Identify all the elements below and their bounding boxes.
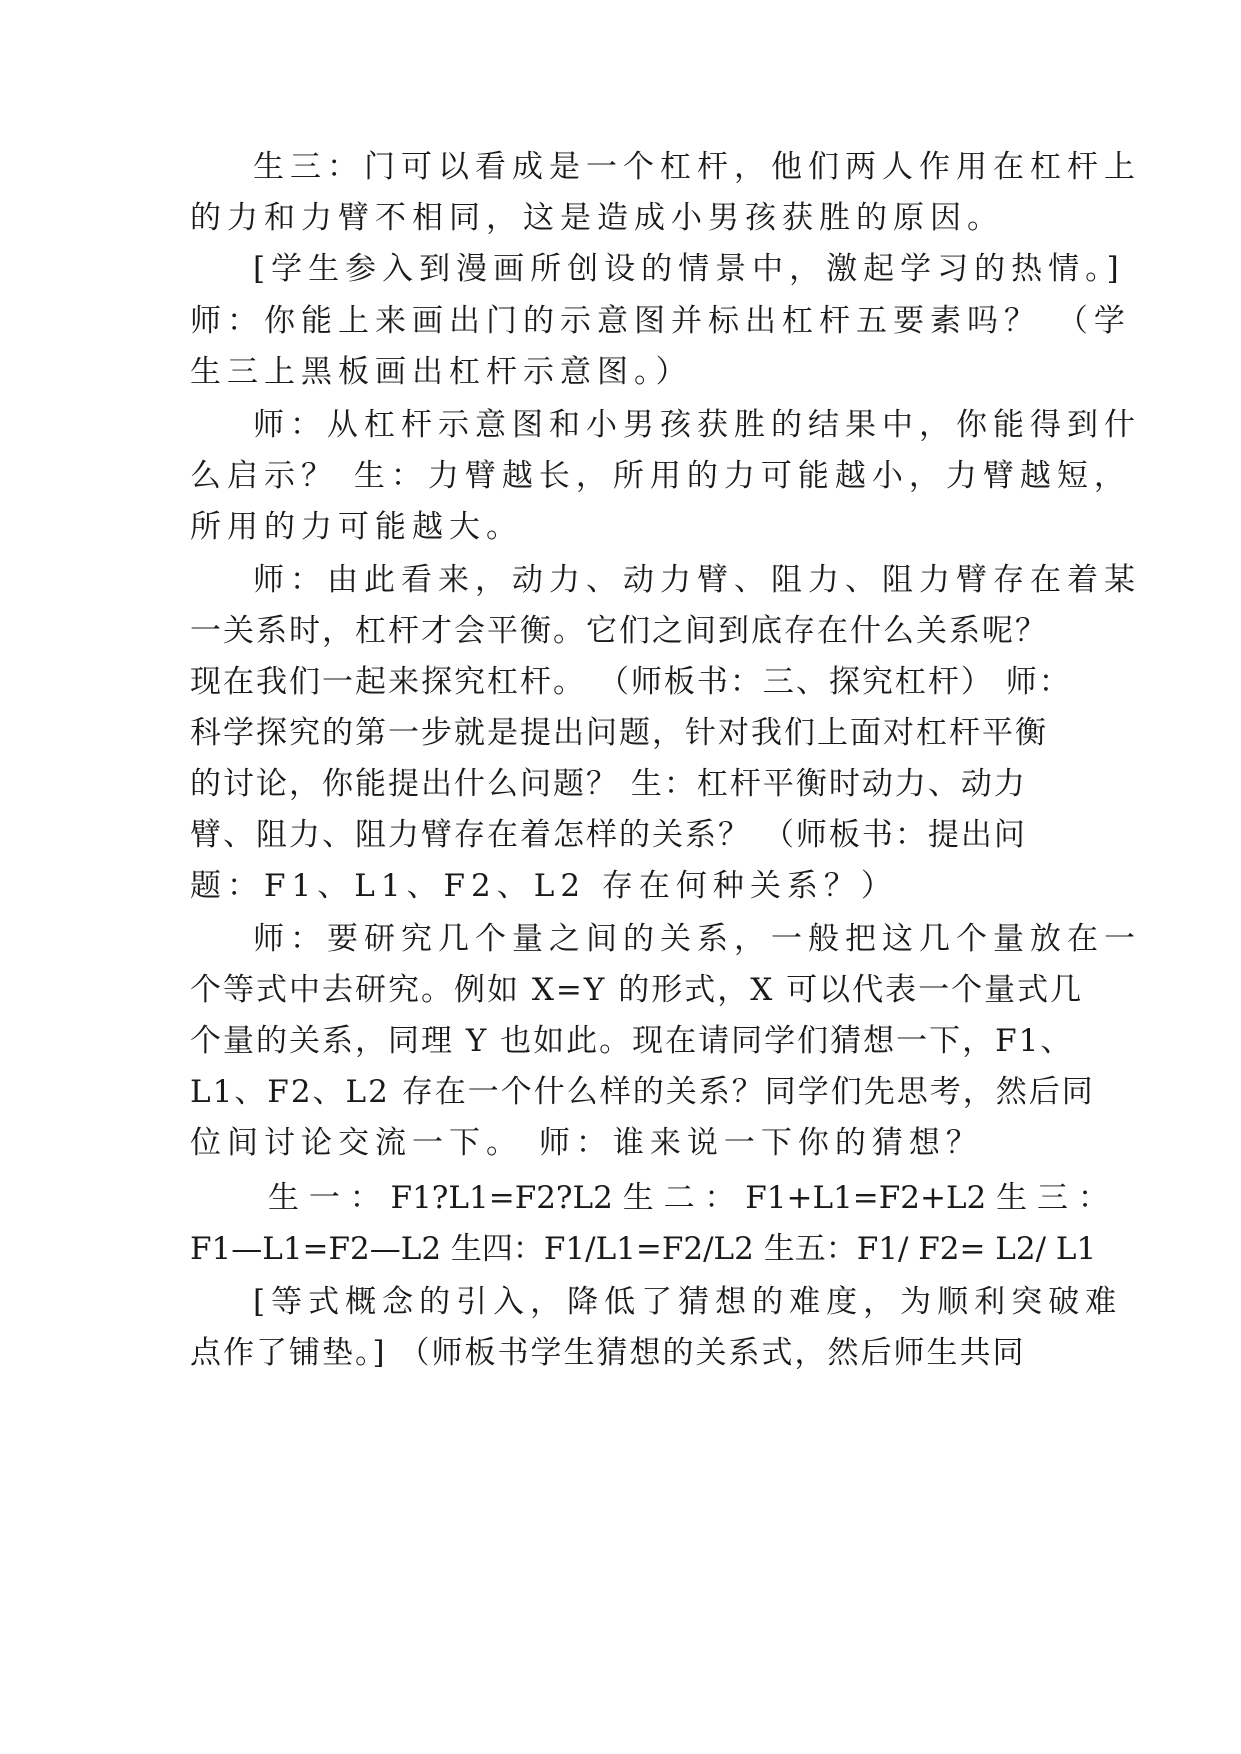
- paragraph-line: [学生参入到漫画所创设的情景中，激起学习的热情。]: [253, 251, 1125, 287]
- paragraph-line: 师：由此看来，动力、动力臂、阻力、阻力臂存在着某: [253, 562, 1141, 598]
- paragraph-line: L1、F2、L2 存在一个什么样的关系？同学们先思考，然后同: [190, 1074, 1095, 1110]
- paragraph-line: 科学探究的第一步就是提出问题，针对我们上面对杠杆平衡: [190, 715, 1048, 751]
- paragraph-line: 的力和力臂不相同，这是造成小男孩获胜的原因。: [190, 200, 1004, 236]
- formula-line: 生 一 ： F1?L1=F2?L2 生 二 ： F1+L1=F2+L2 生 三 ：: [268, 1180, 1109, 1216]
- paragraph-line: 生三：门可以看成是一个杠杆，他们两人作用在杠杆上: [253, 149, 1141, 185]
- paragraph-line: 的讨论，你能提出什么问题？ 生：杠杆平衡时动力、动力: [190, 766, 1027, 802]
- paragraph-line: 一关系时，杠杆才会平衡。它们之间到底存在什么关系呢？: [190, 613, 1048, 649]
- paragraph-line: 现在我们一起来探究杠杆。 （师板书：三、探究杠杆） 师：: [190, 664, 1072, 700]
- paragraph-line: 生三上黑板画出杠杆示意图。）: [190, 354, 693, 390]
- paragraph-line: 臂、阻力、阻力臂存在着怎样的关系？ （师板书：提出问: [190, 817, 1027, 853]
- paragraph-line: 个量的关系，同理 Y 也如此。现在请同学们猜想一下，F1、: [190, 1023, 1074, 1059]
- paragraph-line: 个等式中去研究。例如 X=Y 的形式，X 可以代表一个量式几: [190, 972, 1084, 1008]
- paragraph-line: [等式概念的引入，降低了猜想的难度，为顺利突破难: [253, 1284, 1123, 1320]
- paragraph-line: 师：从杠杆示意图和小男孩获胜的结果中，你能得到什: [253, 407, 1141, 443]
- formula-line: F1—L1=F2—L2 生四：F1/L1=F2/L2 生五：F1/ F2= L2/ L1: [190, 1231, 1097, 1267]
- paragraph-line: 师：要研究几个量之间的关系，一般把这几个量放在一: [253, 921, 1141, 957]
- paragraph-line: 么启示？ 生：力臂越长，所用的力可能越小，力臂越短，: [190, 458, 1131, 494]
- paragraph-line: 师：你能上来画出门的示意图并标出杠杆五要素吗？ （学: [190, 303, 1131, 339]
- paragraph-line: 点作了铺垫。] （师板书学生猜想的关系式，然后师生共同: [190, 1335, 1026, 1371]
- paragraph-line: 所用的力可能越大。: [190, 509, 523, 545]
- paragraph-line: 题：F1、L1、F2、L2 存在何种关系？）: [190, 868, 898, 904]
- paragraph-line: 位间讨论交流一下。 师：谁来说一下你的猜想？: [190, 1125, 983, 1161]
